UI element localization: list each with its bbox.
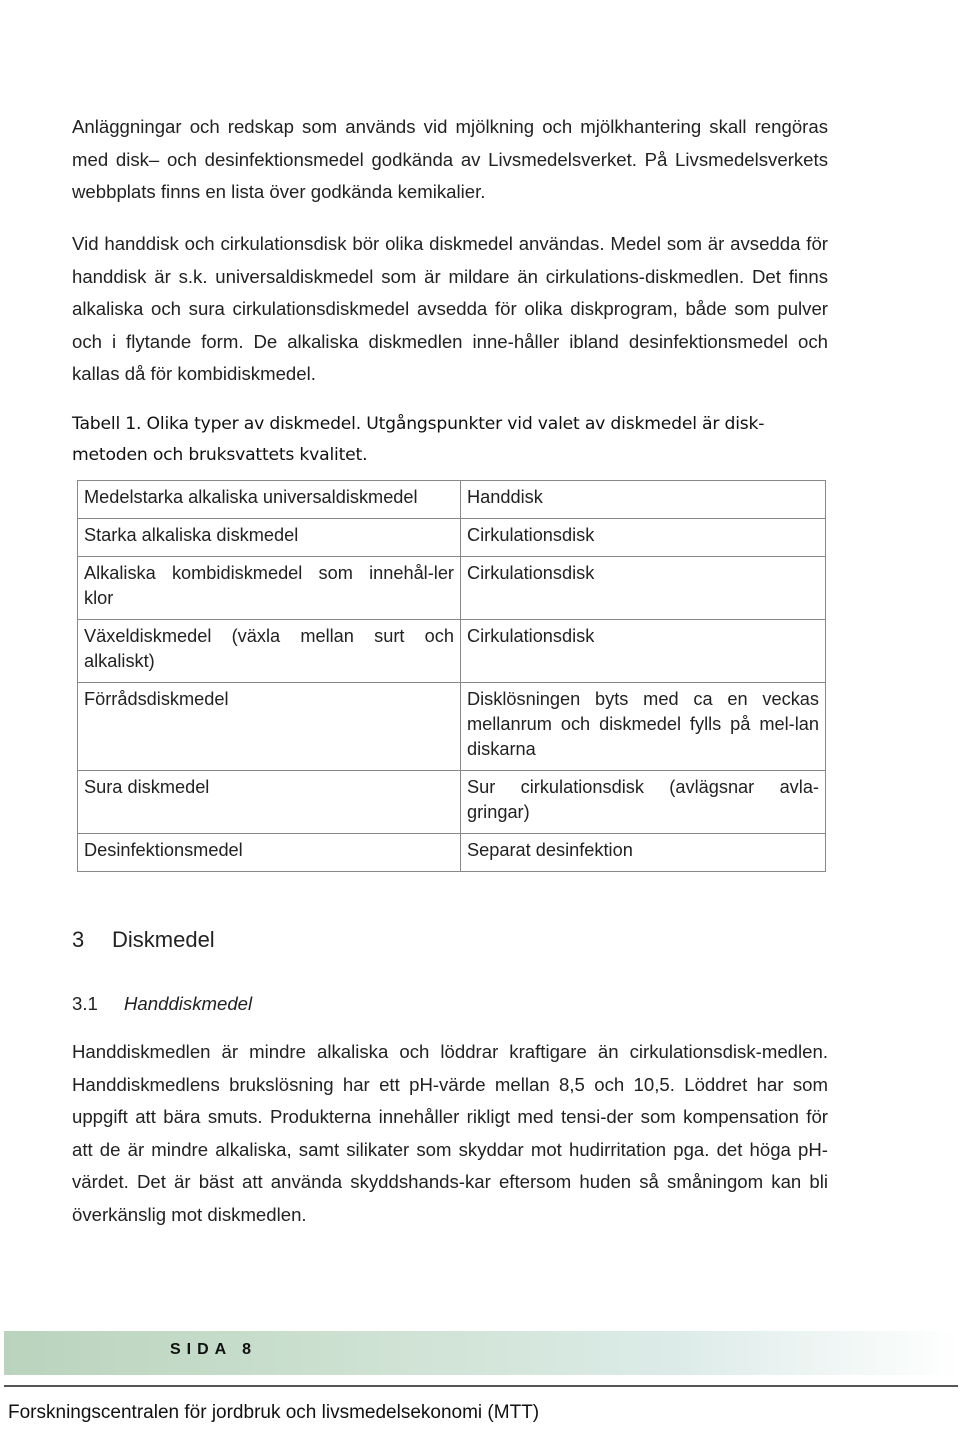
table-row bbox=[78, 683, 826, 771]
subsection-title: Handdiskmedel bbox=[124, 993, 253, 1014]
handdisk-paragraph: Handdiskmedlen är mindre alkaliska och löddrar kraftigare än cirkulationsdisk-medlen. Handdiskmedlens brukslösning har ett pH-värde mellan 8,5 och 10,5. Löddret har som uppgift att bära smuts. Produkterna innehåller rikligt med tensi-der som kompensation för att de är mindre alkaliska, samt silikater som skyddar mot hudirritation pga. det höga pH-värdet. Det är bäst att använda skyddshands-kar eftersom huden så småningom kan bli överkänslig mot diskmedlen. bbox=[72, 1041, 828, 1225]
footer-divider bbox=[4, 1385, 958, 1387]
subsection-number: 3.1 bbox=[72, 993, 98, 1014]
table-row bbox=[78, 519, 826, 557]
detergent-table bbox=[77, 480, 826, 872]
table-row bbox=[78, 481, 826, 519]
table-caption: Tabell 1. Olika typer av diskmedel. Utgångspunkter vid valet av diskmedel är disk-metoden och bruksvattets kvalitet. bbox=[72, 414, 765, 465]
table-row bbox=[78, 771, 826, 834]
section-number: 3 bbox=[72, 927, 85, 952]
table-cell-type: Desinfektionsmedel bbox=[78, 834, 461, 872]
table-row bbox=[78, 834, 826, 872]
section-heading bbox=[72, 927, 215, 953]
table-cell-use: Cirkulationsdisk bbox=[461, 519, 826, 557]
table-cell-use: Cirkulationsdisk bbox=[461, 620, 826, 683]
table-cell-type: Förrådsdiskmedel bbox=[78, 683, 461, 771]
subsection-heading bbox=[72, 993, 252, 1015]
footer-organization: Forskningscentralen för jordbruk och livsmedelsekonomi (MTT) bbox=[8, 1402, 540, 1423]
table-cell-type: Växeldiskmedel (växla mellan surt och alkaliskt) bbox=[78, 620, 461, 683]
page-number: SIDA 8 bbox=[170, 1341, 257, 1358]
footer-band bbox=[4, 1331, 960, 1375]
table-cell-type: Alkaliska kombidiskmedel som innehål-ler klor bbox=[78, 557, 461, 620]
table-cell-use: Separat desinfektion bbox=[461, 834, 826, 872]
detergent-paragraph: Vid handdisk och cirkulationsdisk bör olika diskmedel användas. Medel som är avsedda för handdisk är s.k. universaldiskmedel som är mildare än cirkulations-diskmedlen. Det finns alkaliska och sura cirkulationsdiskmedel avsedda för olika diskprogram, både som pulver och i flytande form. De alkaliska diskmedlen inne-håller ibland desinfektionsmedel och kallas då för kombidiskmedel. bbox=[72, 233, 828, 384]
table-row bbox=[78, 557, 826, 620]
table-cell-type: Starka alkaliska diskmedel bbox=[78, 519, 461, 557]
section-title: Diskmedel bbox=[112, 927, 215, 952]
table-row bbox=[78, 620, 826, 683]
table-cell-type: Medelstarka alkaliska universaldiskmedel bbox=[78, 481, 461, 519]
table-cell-type: Sura diskmedel bbox=[78, 771, 461, 834]
table-cell-use: Disklösningen byts med ca en veckas mellanrum och diskmedel fylls på mel-lan diskarna bbox=[461, 683, 826, 771]
table-cell-use: Cirkulationsdisk bbox=[461, 557, 826, 620]
table-cell-use: Handdisk bbox=[461, 481, 826, 519]
intro-paragraph: Anläggningar och redskap som används vid mjölkning och mjölkhantering skall rengöras med disk– och desinfektionsmedel godkända av Livsmedelsverket. På Livsmedelsverkets webbplats finns en lista över godkända kemikalier. bbox=[72, 116, 828, 202]
table-cell-use: Sur cirkulationsdisk (avlägsnar avla-gringar) bbox=[461, 771, 826, 834]
